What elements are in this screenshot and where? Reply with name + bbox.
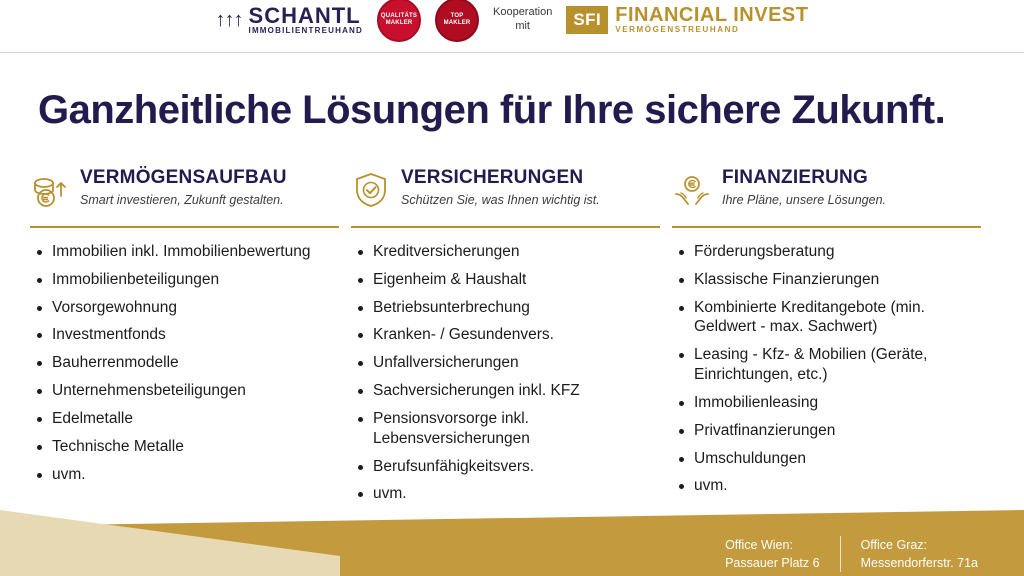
list-item: uvm.: [672, 476, 981, 496]
column-versicherungen: [351, 168, 672, 512]
sfi-logo: [566, 5, 808, 34]
list-item: Privatfinanzierungen: [672, 421, 981, 441]
list-item: Kreditversicherungen: [351, 242, 660, 262]
column-head-text: [722, 168, 886, 207]
cooperation-line1: Kooperation: [493, 6, 553, 19]
office-title: Office Graz:: [860, 537, 928, 552]
top-makler-seal-icon: [435, 0, 479, 42]
schantl-logo-sub: IMMOBILIENTREUHAND: [248, 26, 363, 36]
list-item: Edelmetalle: [30, 409, 339, 429]
column-divider: [351, 226, 660, 228]
list-item: Investmentfonds: [30, 325, 339, 345]
list-item: Technische Metalle: [30, 437, 339, 457]
quality-seal-line1: QUALITÄTS: [380, 13, 418, 20]
sfi-logo-text: [615, 5, 808, 34]
sfi-logo-sub: VERMÖGENSTREUHAND: [615, 25, 740, 35]
column-finanzierung: [672, 168, 993, 512]
column-header: [351, 168, 660, 222]
list-item: Immobilien inkl. Immobilienbewertung: [30, 242, 339, 262]
cooperation-note: [493, 6, 552, 34]
top-makler-line1: TOP: [450, 13, 464, 20]
office-wien: [705, 536, 840, 572]
quality-seal-line2: MAKLER: [385, 20, 413, 26]
sfi-logo-name: FINANCIAL INVEST: [615, 4, 809, 27]
list-item: Pensionsvorsorge inkl. Lebensversicherungen: [351, 409, 660, 449]
list-item: Berufsunfähigkeitsvers.: [351, 457, 660, 477]
column-head-text: [80, 168, 287, 207]
list-item: uvm.: [351, 484, 660, 504]
column-divider: [672, 226, 981, 228]
office-address: Messendorferstr. 71a: [860, 555, 978, 570]
list-item: Unternehmensbeteiligungen: [30, 381, 339, 401]
list-item: Unfallversicherungen: [351, 353, 660, 373]
office-graz: [840, 536, 998, 572]
column-header: [30, 168, 339, 222]
coins-growth-icon: [30, 170, 70, 210]
header-divider: [0, 52, 1024, 53]
column-subtitle: Ihre Pläne, unsere Lösungen.: [722, 192, 887, 207]
column-list: [30, 242, 339, 484]
footer-band: [0, 510, 1024, 576]
service-columns: [30, 168, 994, 512]
cooperation-line2: mit: [515, 20, 530, 32]
list-item: Immobilienleasing: [672, 393, 981, 413]
column-head-text: [401, 168, 600, 207]
sfi-abbr: SFI: [566, 6, 608, 34]
column-list: [672, 242, 981, 496]
list-item: Sachversicherungen inkl. KFZ: [351, 381, 660, 401]
list-item: Leasing - Kfz- & Mobilien (Geräte, Einrichtungen, etc.): [672, 345, 981, 385]
column-divider: [30, 226, 339, 228]
column-title: VERSICHERUNGEN: [401, 167, 584, 188]
schantl-logo: [216, 4, 363, 35]
list-item: uvm.: [30, 465, 339, 485]
shield-check-icon: [351, 170, 391, 210]
quality-seal-icon: [377, 0, 421, 42]
office-list: [705, 536, 998, 572]
logo-bar: [0, 0, 1024, 40]
hands-euro-icon: [672, 170, 712, 210]
column-list: [351, 242, 660, 504]
list-item: Klassische Finanzierungen: [672, 270, 981, 290]
list-item: Kranken- / Gesundenvers.: [351, 325, 660, 345]
column-header: [672, 168, 981, 222]
column-vermoegensaufbau: [30, 168, 351, 512]
schantl-mark-icon: ↑↑↑: [215, 8, 243, 31]
list-item: Vorsorgewohnung: [30, 298, 339, 318]
top-makler-line2: MAKLER: [443, 20, 471, 26]
office-title: Office Wien:: [725, 537, 793, 552]
office-address: Passauer Platz 6: [725, 555, 820, 570]
column-subtitle: Smart investieren, Zukunft gestalten.: [80, 192, 284, 207]
column-subtitle: Schützen Sie, was Ihnen wichtig ist.: [401, 192, 600, 207]
list-item: Betriebsunterbrechung: [351, 298, 660, 318]
schantl-logo-name: SCHANTL: [248, 3, 361, 29]
list-item: Förderungsberatung: [672, 242, 981, 262]
column-title: FINANZIERUNG: [722, 167, 868, 188]
list-item: Bauherrenmodelle: [30, 353, 339, 373]
list-item: Umschuldungen: [672, 449, 981, 469]
list-item: Immobilienbeteiligungen: [30, 270, 339, 290]
list-item: Kombinierte Kreditangebote (min. Geldwert - max. Sachwert): [672, 298, 981, 338]
column-title: VERMÖGENSAUFBAU: [80, 167, 287, 188]
list-item: Eigenheim & Haushalt: [351, 270, 660, 290]
schantl-logo-text: [249, 4, 363, 35]
page-title: Ganzheitliche Lösungen für Ihre sichere Zukunft.: [38, 88, 946, 132]
